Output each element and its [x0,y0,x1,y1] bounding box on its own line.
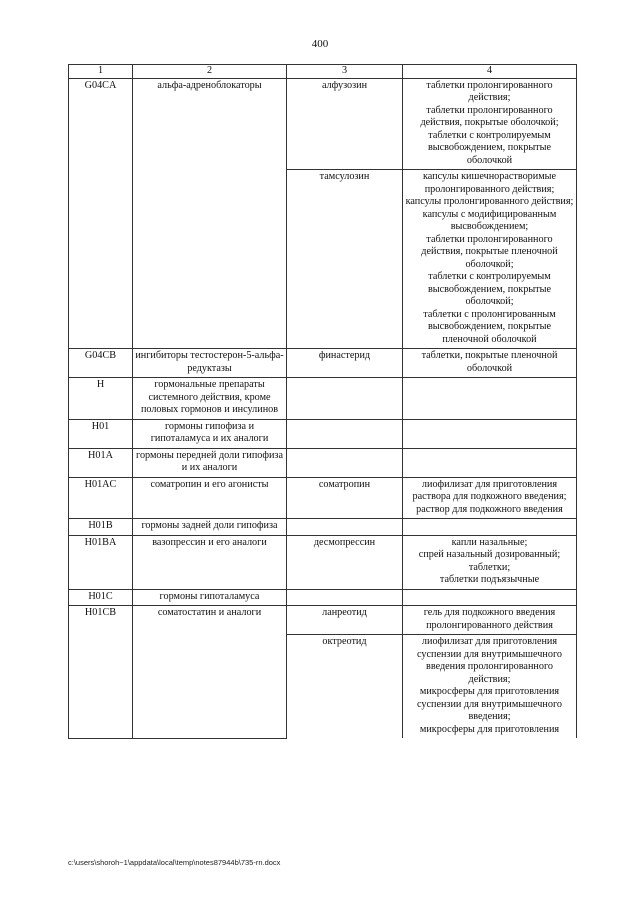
anatomical-therapeutic-group-cell: вазопрессин и его аналоги [133,535,287,589]
dosage-form-item: капсулы с модифицированным высвобождением; [422,208,557,232]
dosage-form-item: таблетки с контролируемым высвобождением, покрытые оболочкой [428,129,551,166]
table-row [69,477,577,519]
atc-code-cell: H01C [69,589,133,606]
drug-name-cell: тамсулозин [287,170,403,349]
anatomical-therapeutic-group-cell: ингибиторы тестостерон-5-альфа-редуктазы [133,349,287,378]
page-number: 400 [311,38,329,50]
dosage-form-item: спрей назальный дозированный; [418,549,561,560]
dosage-forms-cell [403,448,577,477]
dosage-form-item: гель для подкожного введения пролонгированного действия [423,607,556,631]
dosage-forms-cell [403,378,577,420]
table-row [69,606,577,635]
drug-table [68,64,577,739]
dosage-form-item: таблетки подъязычные [439,574,540,585]
table-body [69,78,577,738]
dosage-forms-cell [403,606,577,635]
dosage-forms-cell [403,519,577,536]
dosage-form-item: капли назальные; [451,536,528,548]
atc-code-cell: G04CB [69,349,133,378]
atc-code-cell: G04CA [69,78,133,349]
anatomical-therapeutic-group-cell: гормоны гипофиза и гипоталамуса и их аналоги [133,419,287,448]
dosage-form-item: таблетки; [468,561,511,573]
drug-name-cell: соматропин [287,477,403,519]
anatomical-therapeutic-group-cell: соматропин и его агонисты [133,477,287,519]
dosage-form-item: лиофилизат для приготовления раствора для подкожного введения; [412,478,567,502]
table-row [69,378,577,420]
drug-name-cell: десмопрессин [287,535,403,589]
anatomical-therapeutic-group-cell: соматостатин и аналоги [133,606,287,739]
table-row [69,78,577,170]
anatomical-therapeutic-group-cell: альфа-адреноблокаторы [133,78,287,349]
table-row [69,519,577,536]
dosage-form-item: таблетки с пролонгированным высвобождением, покрытые пленочной оболочкой [423,308,556,345]
dosage-form-item: микросферы для приготовления [419,723,560,735]
anatomical-therapeutic-group-cell: гормоны передней доли гипофиза и их аналоги [133,448,287,477]
column-header: 3 [287,65,403,79]
dosage-form-item: таблетки пролонгированного действия, покрытые пленочной оболочкой; [421,233,558,270]
dosage-forms-cell [403,78,577,170]
anatomical-therapeutic-group-cell: гормональные препараты системного действия, кроме половых гормонов и инсулинов [133,378,287,420]
drug-name-cell: алфузозин [287,78,403,170]
drug-name-cell [287,589,403,606]
table-header-row [69,65,577,79]
dosage-form-item: таблетки пролонгированного действия, покрытые оболочкой; [420,104,559,128]
anatomical-therapeutic-group-cell: гормоны задней доли гипофиза [133,519,287,536]
dosage-form-item: таблетки пролонгированного действия; [426,79,553,103]
anatomical-therapeutic-group-cell: гормоны гипоталамуса [133,589,287,606]
atc-code-cell: H01CB [69,606,133,739]
dosage-form-item: капсулы пролонгированного действия; [405,196,574,207]
column-header: 1 [69,65,133,79]
drug-name-cell [287,419,403,448]
atc-code-cell: H01AC [69,477,133,519]
atc-code-cell: H01B [69,519,133,536]
dosage-form-item: таблетки, покрытые пленочной оболочкой [421,350,558,374]
column-header: 2 [133,65,287,79]
drug-name-cell: октреотид [287,635,403,739]
drug-name-cell [287,378,403,420]
drug-name-cell [287,519,403,536]
footer-file-path: c:\users\shoroh~1\appdata\local\temp\notes87944b\735-rn.docx [68,858,281,867]
dosage-forms-cell [403,419,577,448]
dosage-forms-cell [403,477,577,519]
dosage-form-item: раствор для подкожного введения [416,503,563,515]
atc-code-cell: H01BA [69,535,133,589]
table-row [69,448,577,477]
dosage-form-item: лиофилизат для приготовления суспензии для внутримышечного введения пролонгированного действия; [417,636,562,685]
dosage-form-item: капсулы кишечнорастворимые пролонгированного действия; [422,171,557,195]
table-row [69,589,577,606]
dosage-forms-cell [403,535,577,589]
dosage-form-item: микросферы для приготовления суспензии для внутримышечного введения; [417,686,562,722]
dosage-forms-cell [403,170,577,349]
table-row [69,419,577,448]
drug-name-cell [287,448,403,477]
dosage-forms-cell [403,589,577,606]
atc-code-cell: H01 [69,419,133,448]
column-header: 4 [403,65,577,79]
dosage-form-item: таблетки с контролируемым высвобождением, покрытые оболочкой; [428,271,551,307]
drug-name-cell: финастерид [287,349,403,378]
dosage-forms-cell [403,349,577,378]
table-row [69,349,577,378]
atc-code-cell: H01A [69,448,133,477]
atc-code-cell: H [69,378,133,420]
dosage-forms-cell [403,635,577,739]
drug-name-cell: ланреотид [287,606,403,635]
table-row [69,535,577,589]
